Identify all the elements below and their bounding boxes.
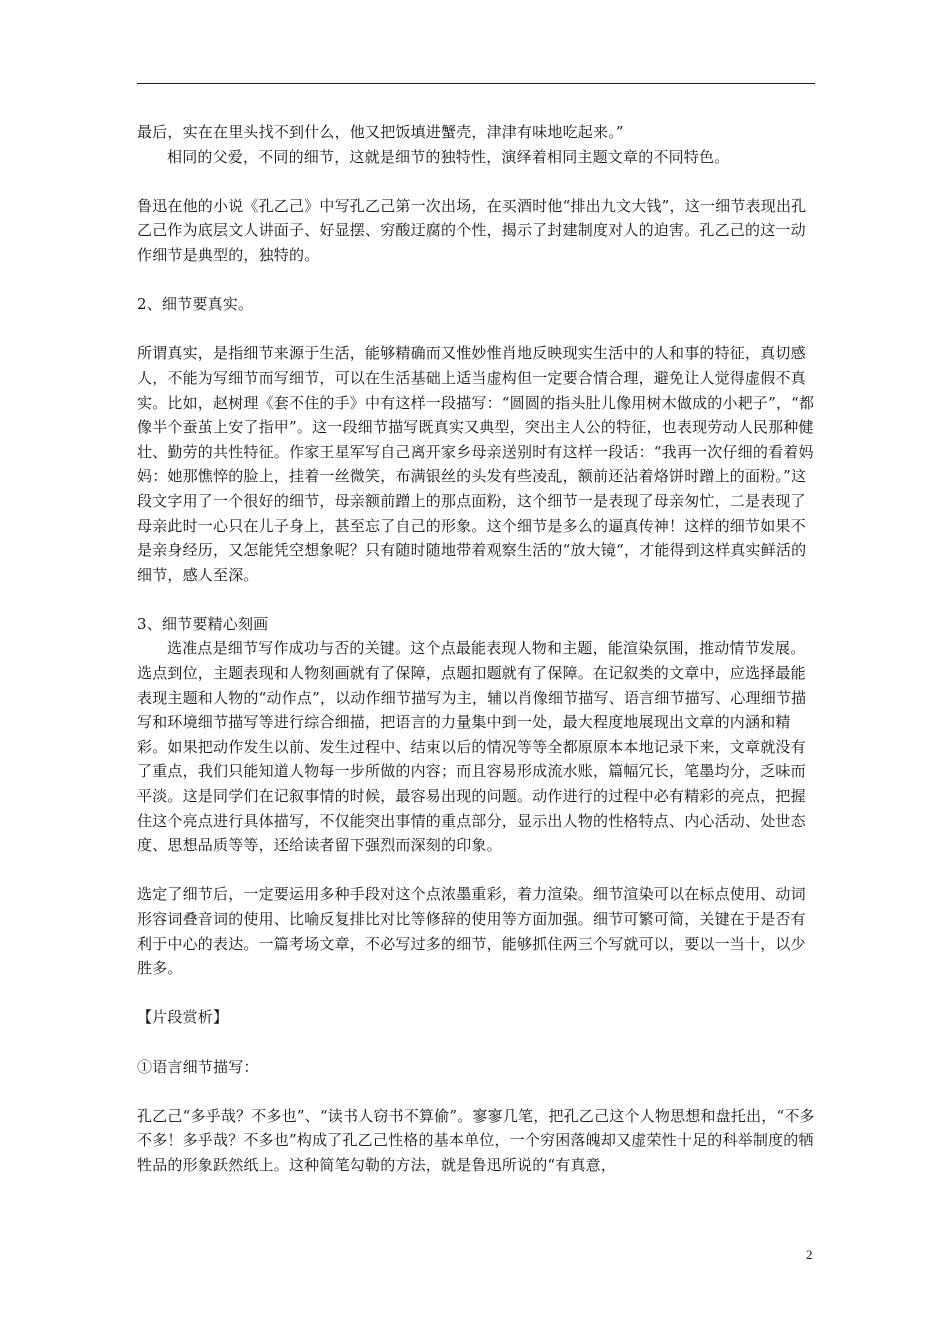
paragraph-4: 所谓真实，是指细节来源于生活，能够精确而又惟妙惟肖地反映现实生活中的人和事的特征，真切感人，不能为写细节而写细节，可以在生活基础上适当虚构但一定要合情合理，避免让人觉得虚假不真实。比如，赵树理《套不住的手》中有这样一段描写：“圆圆的指头肚儿像用树木做成的小耙子”，“都像半个蚕茧上安了指甲”。这一段细节描写既真实又典型，突出主人公的特征，也表现劳动人民那种健壮、勤劳的共性特征。作家王星军写自己离开家乡母亲送别时有这样一段话：“我再一次仔细的看着妈妈：她那憔悴的脸上，挂着一丝微笑，布满银丝的头发有些凌乱，额前还沾着烙饼时蹭上的面粉。”这段文字用了一个很好的细节，母亲额前蹭上的那点面粉，这个细节一是表现了母亲匆忙，二是表现了母亲此时一心只在儿子身上，甚至忘了自己的形象。这个细节是多么的逼真传神！这样的细节如果不是亲身经历，又怎能凭空想象呢？只有随时随地带着观察生活的“放大镜“，才能得到这样真实鲜活的细节，感人至深。	[137, 344, 815, 584]
document-body	[137, 120, 817, 1178]
header-rule	[137, 83, 815, 84]
paragraph-5: 选准点是细节写作成功与否的关键。这个点最能表现人物和主题，能渲染氛围，推动情节发展。选点到位，主题表现和人物刻画就有了保障，点题扣题就有了保障。在记叙类的文章中，应选择最能表现主题和人物的“动作点”，以动作细节描写为主，辅以肖像细节描写、语言细节描写、心理细节描写和环境细节描写等进行综合细描，把语言的力量集中到一处，最大程度地展现出文章的内涵和精彩。如果把动作发生以前、发生过程中、结束以后的情况等等全都原原本本地记录下来，文章就没有了重点，我们只能知道人物每一步所做的内容；而且容易形成流水账，篇幅冗长，笔墨均分，乏味而平淡。这是同学们在记叙事情的时候，最容易出现的问题。动作进行的过程中必有精彩的亮点，把握住这个亮点进行具体描写，不仅能突出事情的重点部分，显示出人物的性格特点、内心活动、处世态度、思想品质等等，还给读者留下强烈而深刻的印象。	[137, 639, 807, 855]
page-number: 2	[806, 1247, 813, 1262]
subheading-language-detail: ①语言细节描写：	[137, 1057, 259, 1076]
paragraph-1: 最后，实在在里头找不到什么，他又把饭填进蟹壳，津津有味地吃起来。”	[137, 123, 624, 141]
paragraph-2: 相同的父爱，不同的细节，这就是细节的独特性，演绎着相同主题文章的不同特色。	[167, 147, 730, 166]
section-heading-3: 3、细节要精心刻画	[137, 614, 269, 633]
section-heading-2: 2、细节要真实。	[137, 295, 254, 314]
paragraph-7: 孔乙己“多乎哉？不多也”、“读书人窃书不算偷”。寥寥几笔，把孔乙己这个人物思想和盘托出，“不多不多！多乎哉？不多也”构成了孔乙己性格的基本单位，一个穷困落魄却又虚荣性十足的科举制度的牺牲品的形象跃然纸上。这种简笔勾勒的方法，就是鲁迅所说的“有真意，	[137, 1106, 815, 1174]
section-heading-analysis: 【片段赏析】	[137, 1008, 229, 1027]
paragraph-6: 选定了细节后，一定要运用多种手段对这个点浓墨重彩，着力渲染。细节渲染可以在标点使用、动词形容词叠音词的使用、比喻反复排比对比等修辞的使用等方面加强。细节可繁可简，关键在于是否有利于中心的表达。一篇考场文章，不必写过多的细节，能够抓住两三个写就可以，要以一当十，以少胜多。	[137, 885, 806, 978]
paragraph-3: 鲁迅在他的小说《孔乙己》中写孔乙己第一次出场，在买酒时他“排出九文大钱”，这一细节表现出孔乙己作为底层文人讲面子、好显摆、穷酸迂腐的个性，揭示了封建制度对人的迫害。孔乙己的这一动作细节是典型的，独特的。	[137, 196, 807, 264]
